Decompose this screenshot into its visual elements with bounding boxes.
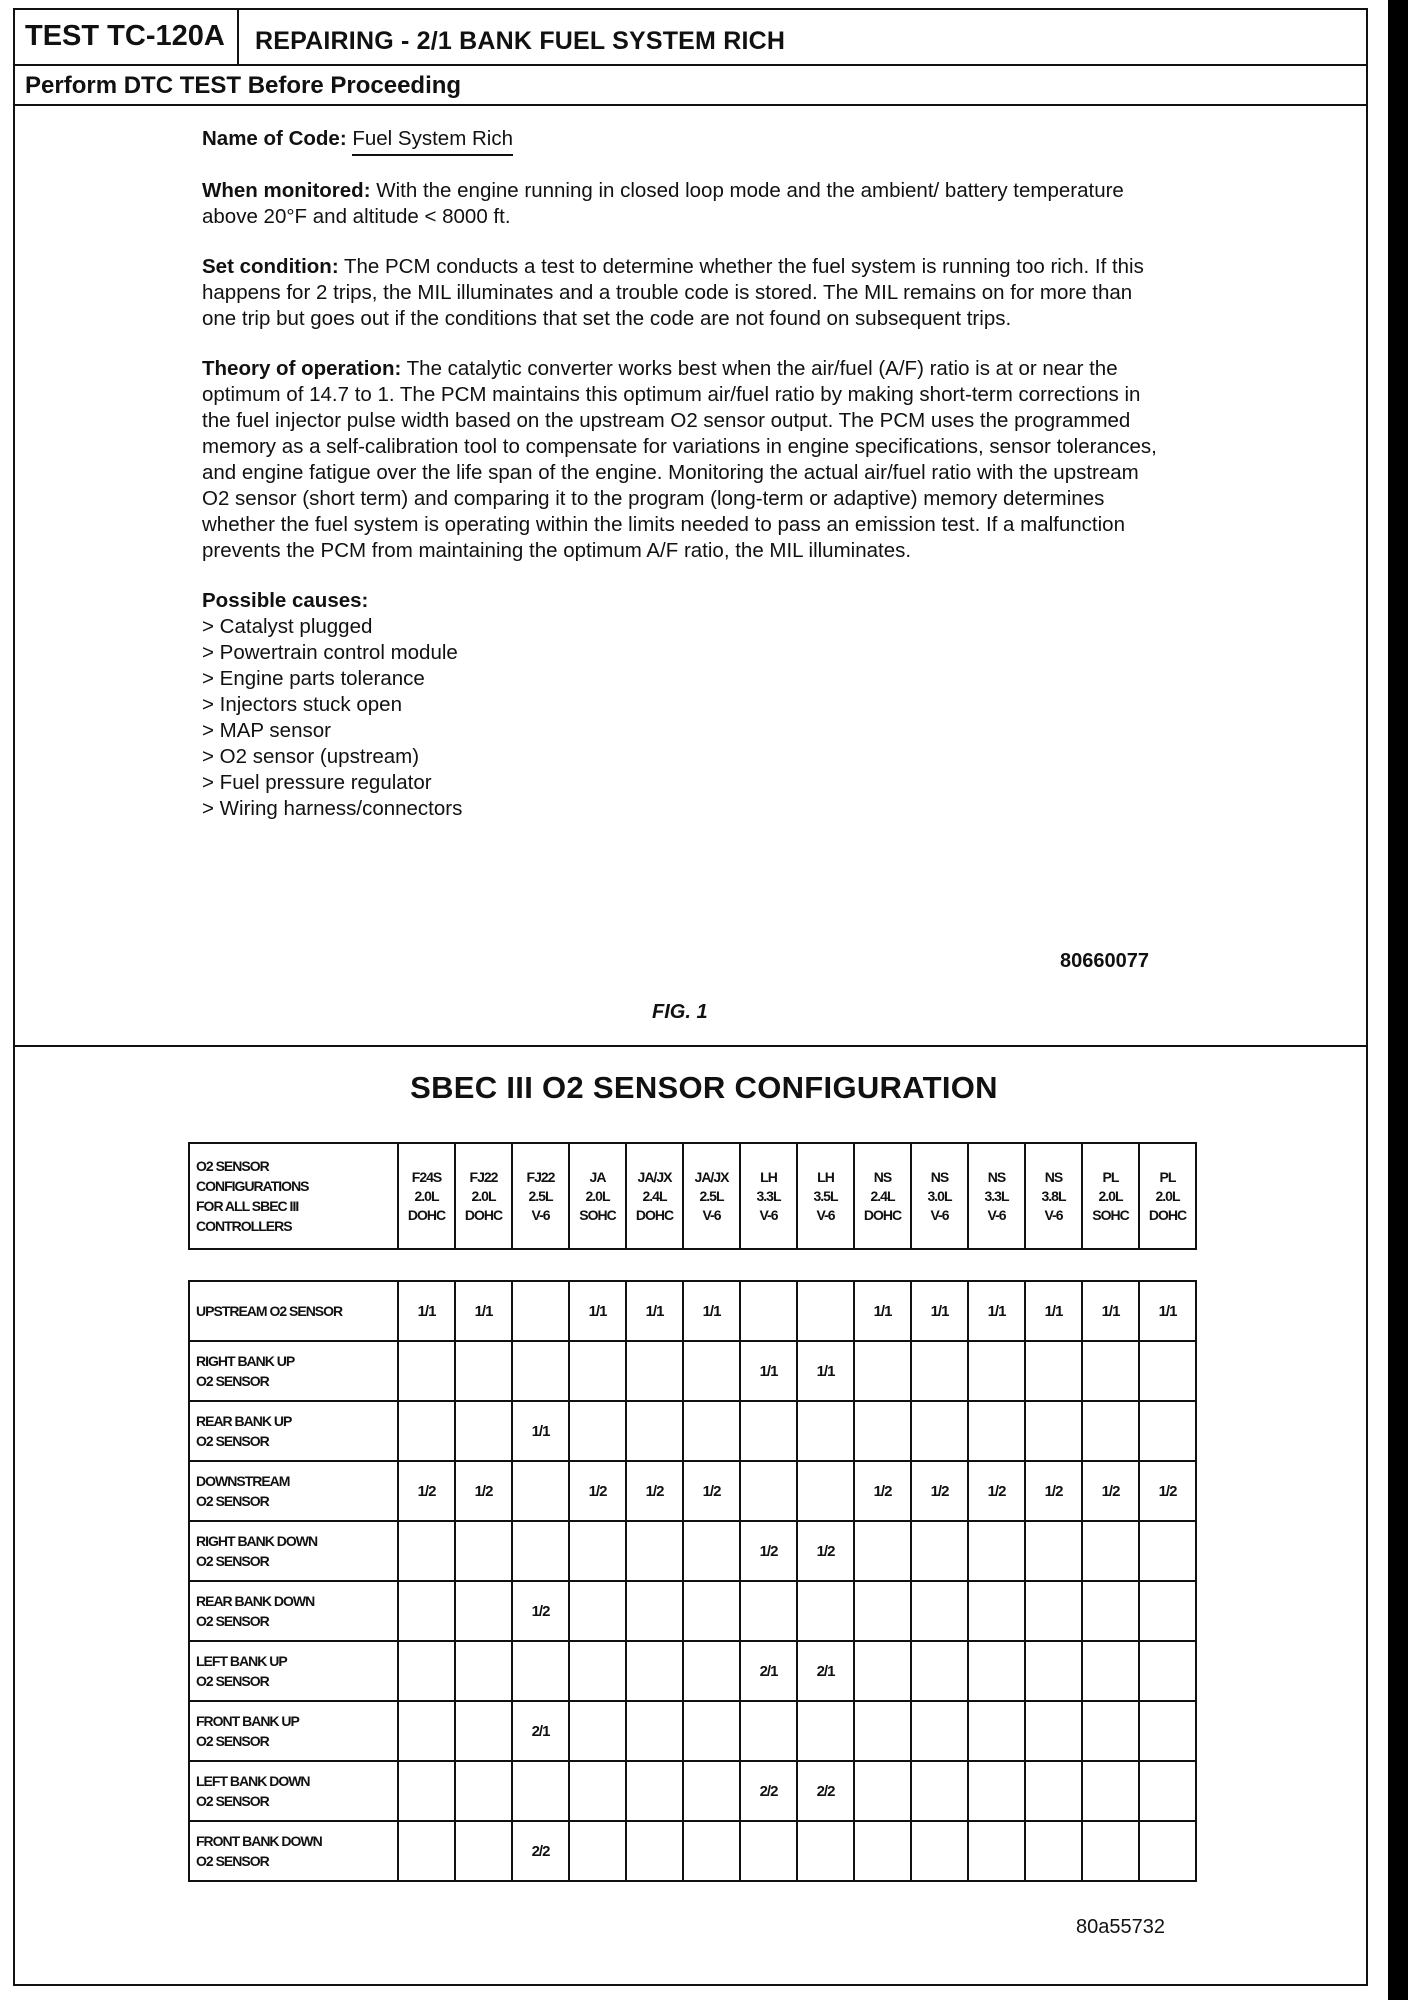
engine-spec-line: NS xyxy=(987,1168,1006,1185)
sensor-label-line: FRONT BANK UP xyxy=(196,1713,299,1729)
engine-spec-line: 2.0L xyxy=(1098,1187,1123,1204)
sensor-config-cell: 1/1 xyxy=(512,1401,569,1461)
sensor-config-cell xyxy=(626,1821,683,1881)
sensor-config-cell xyxy=(1025,1341,1082,1401)
sensor-config-cell: 1/1 xyxy=(1082,1281,1139,1341)
sensor-label-line: O2 SENSOR xyxy=(196,1733,269,1749)
sensor-config-cell xyxy=(569,1641,626,1701)
sensor-config-cell xyxy=(512,1461,569,1521)
table-row xyxy=(189,1461,1196,1521)
sensor-config-cell: 2/1 xyxy=(740,1641,797,1701)
config-header-line: CONFIGURATIONS xyxy=(196,1178,309,1194)
table-row xyxy=(189,1401,1196,1461)
sensor-config-cell xyxy=(569,1761,626,1821)
sensor-config-cell: 2/2 xyxy=(740,1761,797,1821)
sensor-config-cell xyxy=(1139,1521,1196,1581)
sensor-config-cell: 1/2 xyxy=(854,1461,911,1521)
engine-spec-line: V-6 xyxy=(930,1206,949,1223)
sensor-config-cell xyxy=(512,1761,569,1821)
table-row xyxy=(189,1641,1196,1701)
sensor-label-line: O2 SENSOR xyxy=(196,1373,269,1389)
sensor-config-cell: 1/1 xyxy=(1139,1281,1196,1341)
sensor-row-label xyxy=(189,1461,398,1521)
sensor-config-cell xyxy=(854,1701,911,1761)
sensor-config-cell xyxy=(683,1641,740,1701)
sensor-config-cell xyxy=(569,1821,626,1881)
sensor-config-cell xyxy=(911,1581,968,1641)
name-of-code-label: Name of Code: xyxy=(202,127,347,150)
sensor-config-cell xyxy=(398,1401,455,1461)
table-ref-number: 80a55732 xyxy=(1076,1916,1165,1938)
sensor-config-cell xyxy=(683,1401,740,1461)
engine-spec-line: 3.5L xyxy=(813,1187,838,1204)
list-item: > O2 sensor (upstream) xyxy=(202,745,420,768)
sensor-config-cell: 1/2 xyxy=(1082,1461,1139,1521)
set-condition-label: Set condition: xyxy=(202,255,339,278)
sensor-config-table xyxy=(188,1280,1197,1882)
sensor-config-cell xyxy=(569,1521,626,1581)
sensor-config-cell xyxy=(1139,1401,1196,1461)
sensor-config-cell xyxy=(683,1761,740,1821)
when-monitored-text: With the engine running in closed loop mode and the ambient/ battery temperature above 20°F and altitude < 8000 ft. xyxy=(202,179,1124,228)
sensor-config-cell xyxy=(626,1521,683,1581)
when-monitored xyxy=(202,178,1162,230)
sensor-config-cell xyxy=(455,1341,512,1401)
sensor-config-cell: 1/2 xyxy=(683,1461,740,1521)
sensor-config-cell: 1/2 xyxy=(911,1461,968,1521)
sensor-config-cell xyxy=(797,1581,854,1641)
sensor-config-cell xyxy=(797,1401,854,1461)
table-row xyxy=(189,1821,1196,1881)
config-header-cell xyxy=(189,1143,398,1249)
sensor-config-cell xyxy=(854,1341,911,1401)
engine-spec-line: 2.0L xyxy=(471,1187,496,1204)
sensor-label-line: O2 SENSOR xyxy=(196,1493,269,1509)
sensor-label-line: O2 SENSOR xyxy=(196,1613,269,1629)
theory-text: The catalytic converter works best when the air/fuel (A/F) ratio is at or near the optimum of 14.7 to 1. The PCM maintains this optimum air/fuel ratio by making short-term corrections in the fuel injector pulse width based on the upstream O2 sensor output. The PCM uses the programmed memory as a self-calibration tool to compensate for variations in engine specifications, sensor tolerances, and engine fatigue over the life span of the engine. Monitoring the actual air/fuel ratio with the upstream O2 sensor (short term) and comparing it to the program (long-term or adaptive) memory determines whether the fuel system is operating within the limits needed to pass an emission test. If a malfunction prevents the PCM from maintaining the optimum A/F ratio, the MIL illuminates. xyxy=(202,357,1157,562)
sensor-label-line: RIGHT BANK DOWN xyxy=(196,1533,318,1549)
sensor-config-cell xyxy=(1025,1701,1082,1761)
sensor-config-cell xyxy=(854,1821,911,1881)
sensor-config-cell xyxy=(911,1821,968,1881)
sensor-config-cell xyxy=(1082,1641,1139,1701)
list-item: > Engine parts tolerance xyxy=(202,667,425,690)
engine-column-header xyxy=(512,1143,569,1249)
sensor-config-cell xyxy=(968,1641,1025,1701)
sensor-config-cell xyxy=(854,1641,911,1701)
sensor-config-cell xyxy=(968,1761,1025,1821)
sensor-config-cell: 1/2 xyxy=(1025,1461,1082,1521)
sensor-row-label xyxy=(189,1281,398,1341)
sensor-config-cell: 1/2 xyxy=(455,1461,512,1521)
sensor-config-cell: 1/1 xyxy=(911,1281,968,1341)
engine-column-header xyxy=(968,1143,1025,1249)
table-row xyxy=(189,1143,1196,1249)
sensor-config-cell: 1/1 xyxy=(1025,1281,1082,1341)
list-item: > Fuel pressure regulator xyxy=(202,771,432,794)
sensor-config-cell: 2/2 xyxy=(512,1821,569,1881)
sensor-config-cell xyxy=(512,1281,569,1341)
engine-column-header xyxy=(854,1143,911,1249)
engine-spec-line: 2.4L xyxy=(642,1187,667,1204)
engine-spec-line: JA/JX xyxy=(637,1168,672,1185)
sbec-table-title: SBEC III O2 SENSOR CONFIGURATION xyxy=(410,1070,998,1105)
sensor-config-cell xyxy=(455,1761,512,1821)
sensor-config-cell xyxy=(968,1521,1025,1581)
table-row xyxy=(189,1701,1196,1761)
sensor-label-line: REAR BANK UP xyxy=(196,1413,292,1429)
sensor-label-line: O2 SENSOR xyxy=(196,1853,269,1869)
engine-spec-line: 3.0L xyxy=(927,1187,952,1204)
engine-spec-line: V-6 xyxy=(1044,1206,1063,1223)
sensor-config-cell xyxy=(1139,1821,1196,1881)
sensor-config-cell xyxy=(1082,1521,1139,1581)
sensor-config-cell xyxy=(854,1761,911,1821)
sensor-config-cell: 1/2 xyxy=(1139,1461,1196,1521)
engine-column-header xyxy=(683,1143,740,1249)
header-note: Perform DTC TEST Before Proceeding xyxy=(25,72,462,99)
sensor-config-cell xyxy=(455,1821,512,1881)
sensor-config-cell xyxy=(1139,1761,1196,1821)
sensor-config-cell xyxy=(797,1461,854,1521)
sensor-config-cell xyxy=(1025,1521,1082,1581)
engine-spec-line: DOHC xyxy=(464,1206,503,1223)
sensor-config-cell: 1/1 xyxy=(398,1281,455,1341)
engine-spec-line: 3.8L xyxy=(1041,1187,1066,1204)
sensor-label-line: FRONT BANK DOWN xyxy=(196,1833,322,1849)
sensor-config-cell xyxy=(512,1521,569,1581)
sensor-config-cell xyxy=(1025,1641,1082,1701)
sensor-label-line: REAR BANK DOWN xyxy=(196,1593,315,1609)
sensor-label-line: O2 SENSOR xyxy=(196,1553,269,1569)
sensor-config-cell xyxy=(398,1821,455,1881)
sensor-config-cell xyxy=(569,1581,626,1641)
sensor-config-cell xyxy=(1025,1401,1082,1461)
sensor-config-cell xyxy=(797,1701,854,1761)
sensor-row-label xyxy=(189,1821,398,1881)
sensor-config-cell xyxy=(683,1821,740,1881)
engine-spec-line: PL xyxy=(1102,1168,1119,1185)
sensor-label-line: LEFT BANK DOWN xyxy=(196,1773,310,1789)
engine-column-header xyxy=(911,1143,968,1249)
scan-edge-bar xyxy=(1388,0,1408,2000)
sensor-config-cell xyxy=(455,1521,512,1581)
sensor-config-cell xyxy=(740,1701,797,1761)
sensor-config-cell xyxy=(740,1281,797,1341)
sensor-config-cell xyxy=(1139,1581,1196,1641)
engine-column-header xyxy=(569,1143,626,1249)
sensor-config-body xyxy=(189,1281,1196,1881)
engine-spec-line: NS xyxy=(873,1168,892,1185)
sensor-config-cell: 1/1 xyxy=(683,1281,740,1341)
engine-spec-line: V-6 xyxy=(987,1206,1006,1223)
sensor-config-cell xyxy=(911,1641,968,1701)
sensor-config-cell xyxy=(968,1401,1025,1461)
engine-spec-line: FJ22 xyxy=(526,1168,555,1185)
sensor-config-cell xyxy=(683,1341,740,1401)
sensor-config-cell: 2/1 xyxy=(512,1701,569,1761)
sensor-row-label xyxy=(189,1761,398,1821)
theory-label: Theory of operation: xyxy=(202,357,402,380)
engine-spec-line: LH xyxy=(760,1168,777,1185)
sensor-row-label xyxy=(189,1701,398,1761)
config-header-line: FOR ALL SBEC III xyxy=(196,1198,299,1214)
sensor-config-cell xyxy=(1082,1581,1139,1641)
engine-column-header xyxy=(1139,1143,1196,1249)
sensor-config-cell xyxy=(626,1581,683,1641)
test-description xyxy=(202,126,1162,822)
sensor-config-cell xyxy=(398,1341,455,1401)
sensor-config-cell: 1/2 xyxy=(968,1461,1025,1521)
engine-spec-line: 2.0L xyxy=(1155,1187,1180,1204)
engine-spec-line: 3.3L xyxy=(984,1187,1009,1204)
when-monitored-label: When monitored: xyxy=(202,179,371,202)
sensor-row-label xyxy=(189,1401,398,1461)
config-header-line: CONTROLLERS xyxy=(196,1218,292,1234)
engine-spec-line: DOHC xyxy=(407,1206,446,1223)
sensor-label-line: UPSTREAM O2 SENSOR xyxy=(196,1303,343,1319)
sensor-config-cell xyxy=(740,1401,797,1461)
sensor-row-label xyxy=(189,1521,398,1581)
engine-spec-line: JA/JX xyxy=(694,1168,729,1185)
sensor-label-line: DOWNSTREAM xyxy=(196,1473,290,1489)
engine-spec-line: DOHC xyxy=(635,1206,674,1223)
engine-column-header xyxy=(1082,1143,1139,1249)
sensor-config-cell xyxy=(1025,1581,1082,1641)
engine-spec-line: V-6 xyxy=(702,1206,721,1223)
sensor-config-cell xyxy=(1025,1821,1082,1881)
list-item: > Catalyst plugged xyxy=(202,615,373,638)
engine-spec-line: 2.5L xyxy=(528,1187,553,1204)
engine-spec-line: 2.0L xyxy=(414,1187,439,1204)
engine-spec-line: JA xyxy=(589,1168,606,1185)
sensor-config-cell xyxy=(740,1581,797,1641)
config-header-line: O2 SENSOR xyxy=(196,1158,269,1174)
header-bar xyxy=(13,8,1368,66)
engine-column-header xyxy=(1025,1143,1082,1249)
sensor-config-cell xyxy=(569,1401,626,1461)
sensor-config-cell: 1/1 xyxy=(740,1341,797,1401)
engine-column-header xyxy=(797,1143,854,1249)
table-row xyxy=(189,1761,1196,1821)
engine-spec-line: V-6 xyxy=(759,1206,778,1223)
engine-spec-line: FJ22 xyxy=(469,1168,498,1185)
list-item: > Injectors stuck open xyxy=(202,693,402,716)
name-of-code-value: Fuel System Rich xyxy=(352,127,513,156)
sensor-config-cell xyxy=(398,1761,455,1821)
causes-list xyxy=(202,614,1162,822)
sensor-label-line: O2 SENSOR xyxy=(196,1433,269,1449)
sensor-config-cell: 1/2 xyxy=(569,1461,626,1521)
sensor-config-cell: 1/1 xyxy=(455,1281,512,1341)
sensor-config-cell: 1/1 xyxy=(797,1341,854,1401)
sensor-config-cell: 1/1 xyxy=(569,1281,626,1341)
engine-spec-line: 2.4L xyxy=(870,1187,895,1204)
sensor-config-cell xyxy=(626,1761,683,1821)
sensor-config-cell xyxy=(1082,1761,1139,1821)
sensor-config-cell xyxy=(569,1701,626,1761)
sensor-config-cell xyxy=(626,1341,683,1401)
figure-caption: FIG. 1 xyxy=(652,1001,708,1023)
sensor-config-cell xyxy=(1139,1341,1196,1401)
table-row xyxy=(189,1281,1196,1341)
sensor-config-cell: 1/2 xyxy=(626,1461,683,1521)
sensor-config-cell xyxy=(740,1461,797,1521)
engine-spec-line: NS xyxy=(930,1168,949,1185)
engine-spec-line: 2.0L xyxy=(585,1187,610,1204)
sensor-config-cell xyxy=(1082,1821,1139,1881)
sensor-config-cell xyxy=(968,1701,1025,1761)
sensor-config-cell xyxy=(455,1641,512,1701)
sensor-config-cell: 1/2 xyxy=(740,1521,797,1581)
possible-causes-label: Possible causes: xyxy=(202,589,369,612)
sensor-config-cell xyxy=(455,1701,512,1761)
sensor-config-cell xyxy=(1082,1341,1139,1401)
engine-spec-line: V-6 xyxy=(531,1206,550,1223)
engine-spec-line: DOHC xyxy=(1148,1206,1187,1223)
sensor-config-cell xyxy=(911,1761,968,1821)
name-of-code xyxy=(202,126,1162,152)
engine-config-header-table xyxy=(188,1142,1197,1250)
sensor-config-cell xyxy=(797,1281,854,1341)
sensor-config-cell: 1/2 xyxy=(512,1581,569,1641)
sensor-config-cell xyxy=(569,1341,626,1401)
sensor-config-cell xyxy=(911,1401,968,1461)
sensor-config-cell: 1/2 xyxy=(797,1521,854,1581)
test-title: REPAIRING - 2/1 BANK FUEL SYSTEM RICH xyxy=(255,27,786,55)
engine-spec-line: 2.5L xyxy=(699,1187,724,1204)
sensor-config-cell xyxy=(1025,1761,1082,1821)
sensor-label-line: O2 SENSOR xyxy=(196,1673,269,1689)
engine-spec-line: DOHC xyxy=(863,1206,902,1223)
test-id: TEST TC-120A xyxy=(13,8,239,64)
sensor-label-line: LEFT BANK UP xyxy=(196,1653,287,1669)
set-condition xyxy=(202,254,1162,332)
sensor-config-cell xyxy=(968,1581,1025,1641)
engine-column-header xyxy=(626,1143,683,1249)
sensor-config-cell xyxy=(455,1581,512,1641)
sensor-config-cell xyxy=(854,1521,911,1581)
sensor-config-cell xyxy=(854,1581,911,1641)
sensor-config-cell xyxy=(626,1701,683,1761)
sensor-config-cell xyxy=(626,1641,683,1701)
engine-column-header xyxy=(455,1143,512,1249)
engine-column-header xyxy=(740,1143,797,1249)
sensor-config-cell: 1/1 xyxy=(968,1281,1025,1341)
engine-spec-line: 3.3L xyxy=(756,1187,781,1204)
section-divider xyxy=(13,1045,1368,1047)
table-row xyxy=(189,1521,1196,1581)
engine-spec-line: NS xyxy=(1044,1168,1063,1185)
sensor-config-cell xyxy=(683,1701,740,1761)
sensor-config-cell: 1/2 xyxy=(398,1461,455,1521)
header-note-bar xyxy=(13,66,1368,106)
sensor-config-cell xyxy=(1139,1641,1196,1701)
theory-of-operation xyxy=(202,356,1162,564)
table-row xyxy=(189,1581,1196,1641)
engine-spec-line: SOHC xyxy=(579,1206,616,1223)
list-item: > Wiring harness/connectors xyxy=(202,797,463,820)
sensor-config-cell xyxy=(512,1641,569,1701)
sensor-config-cell xyxy=(740,1821,797,1881)
sensor-config-cell xyxy=(398,1581,455,1641)
sensor-config-cell xyxy=(398,1521,455,1581)
sensor-config-cell xyxy=(398,1701,455,1761)
sensor-config-cell xyxy=(911,1341,968,1401)
sensor-config-cell xyxy=(911,1701,968,1761)
sensor-config-cell xyxy=(512,1341,569,1401)
sensor-row-label xyxy=(189,1641,398,1701)
figure-ref-number: 80660077 xyxy=(1060,950,1149,972)
table-row xyxy=(189,1341,1196,1401)
engine-column-header xyxy=(398,1143,455,1249)
sensor-config-cell: 1/1 xyxy=(626,1281,683,1341)
engine-spec-line: LH xyxy=(817,1168,834,1185)
sensor-label-line: O2 SENSOR xyxy=(196,1793,269,1809)
list-item: > MAP sensor xyxy=(202,719,331,742)
set-condition-text: The PCM conducts a test to determine whether the fuel system is running too rich. If this happens for 2 trips, the MIL illuminates and a trouble code is stored. The MIL remains on for more than one trip but goes out if the conditions that set the code are not found on subsequent trips. xyxy=(202,255,1144,330)
engine-spec-line: SOHC xyxy=(1092,1206,1129,1223)
sensor-config-cell xyxy=(1139,1701,1196,1761)
sensor-config-cell xyxy=(683,1581,740,1641)
sensor-config-cell xyxy=(455,1401,512,1461)
sensor-config-cell xyxy=(1082,1701,1139,1761)
sensor-config-cell xyxy=(968,1341,1025,1401)
sensor-config-cell xyxy=(626,1401,683,1461)
sensor-config-cell xyxy=(683,1521,740,1581)
sensor-row-label xyxy=(189,1341,398,1401)
sensor-config-cell xyxy=(398,1641,455,1701)
sensor-config-cell xyxy=(1082,1401,1139,1461)
sensor-row-label xyxy=(189,1581,398,1641)
sensor-label-line: RIGHT BANK UP xyxy=(196,1353,295,1369)
sensor-config-cell xyxy=(968,1821,1025,1881)
sensor-config-cell: 2/1 xyxy=(797,1641,854,1701)
possible-causes xyxy=(202,588,1162,822)
sensor-config-cell xyxy=(911,1521,968,1581)
sensor-config-cell: 1/1 xyxy=(854,1281,911,1341)
sensor-config-cell xyxy=(797,1821,854,1881)
list-item: > Powertrain control module xyxy=(202,641,458,664)
sensor-config-cell xyxy=(854,1401,911,1461)
engine-spec-line: PL xyxy=(1159,1168,1176,1185)
sensor-config-cell: 2/2 xyxy=(797,1761,854,1821)
engine-spec-line: V-6 xyxy=(816,1206,835,1223)
engine-spec-line: F24S xyxy=(411,1168,442,1185)
